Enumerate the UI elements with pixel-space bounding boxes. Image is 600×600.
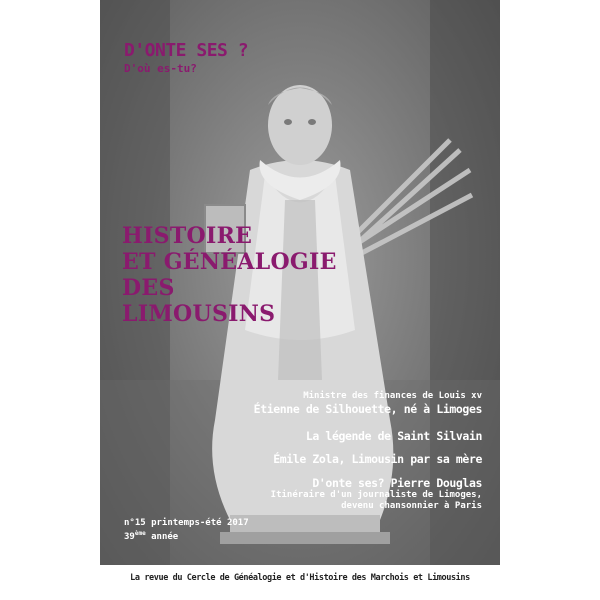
article-4-subtitle-line-1: Itinéraire d'un journaliste de Limoges, (270, 490, 482, 500)
article-4-subtitle-line-2: devenu chansonnier à Paris (341, 501, 482, 511)
series-title: D'ONTE SES ? (124, 40, 249, 61)
issue-year-number: 39 (124, 532, 135, 542)
issue-number: n°15 printemps-été 2017 (124, 518, 249, 528)
article-1-title: Étienne de Silhouette, né à Limoges (253, 402, 482, 416)
issue-year-ordinal: ème (134, 530, 146, 537)
article-4-title: D'onte ses? Pierre Douglas (312, 476, 482, 490)
main-title-line-4: LIMOUSINS (122, 301, 276, 327)
article-2-title: La légende de Saint Silvain (305, 429, 482, 443)
cover-footer-publisher: La revue du Cercle de Généalogie et d'Histoire des Marchois et Limousins (130, 573, 470, 583)
main-title-line-2: ET GÉNÉALOGIE (122, 249, 337, 275)
magazine-cover (100, 0, 500, 600)
issue-year (124, 530, 178, 542)
main-title-line-1: HISTOIRE (122, 223, 253, 249)
issue-year-label: année (145, 532, 179, 542)
article-1-kicker: Ministre des finances de Louis xv (303, 391, 482, 401)
main-title-line-3: DES (122, 275, 175, 301)
series-subtitle: D'où es-tu? (124, 62, 197, 75)
article-3-title: Émile Zola, Limousin par sa mère (273, 452, 482, 466)
